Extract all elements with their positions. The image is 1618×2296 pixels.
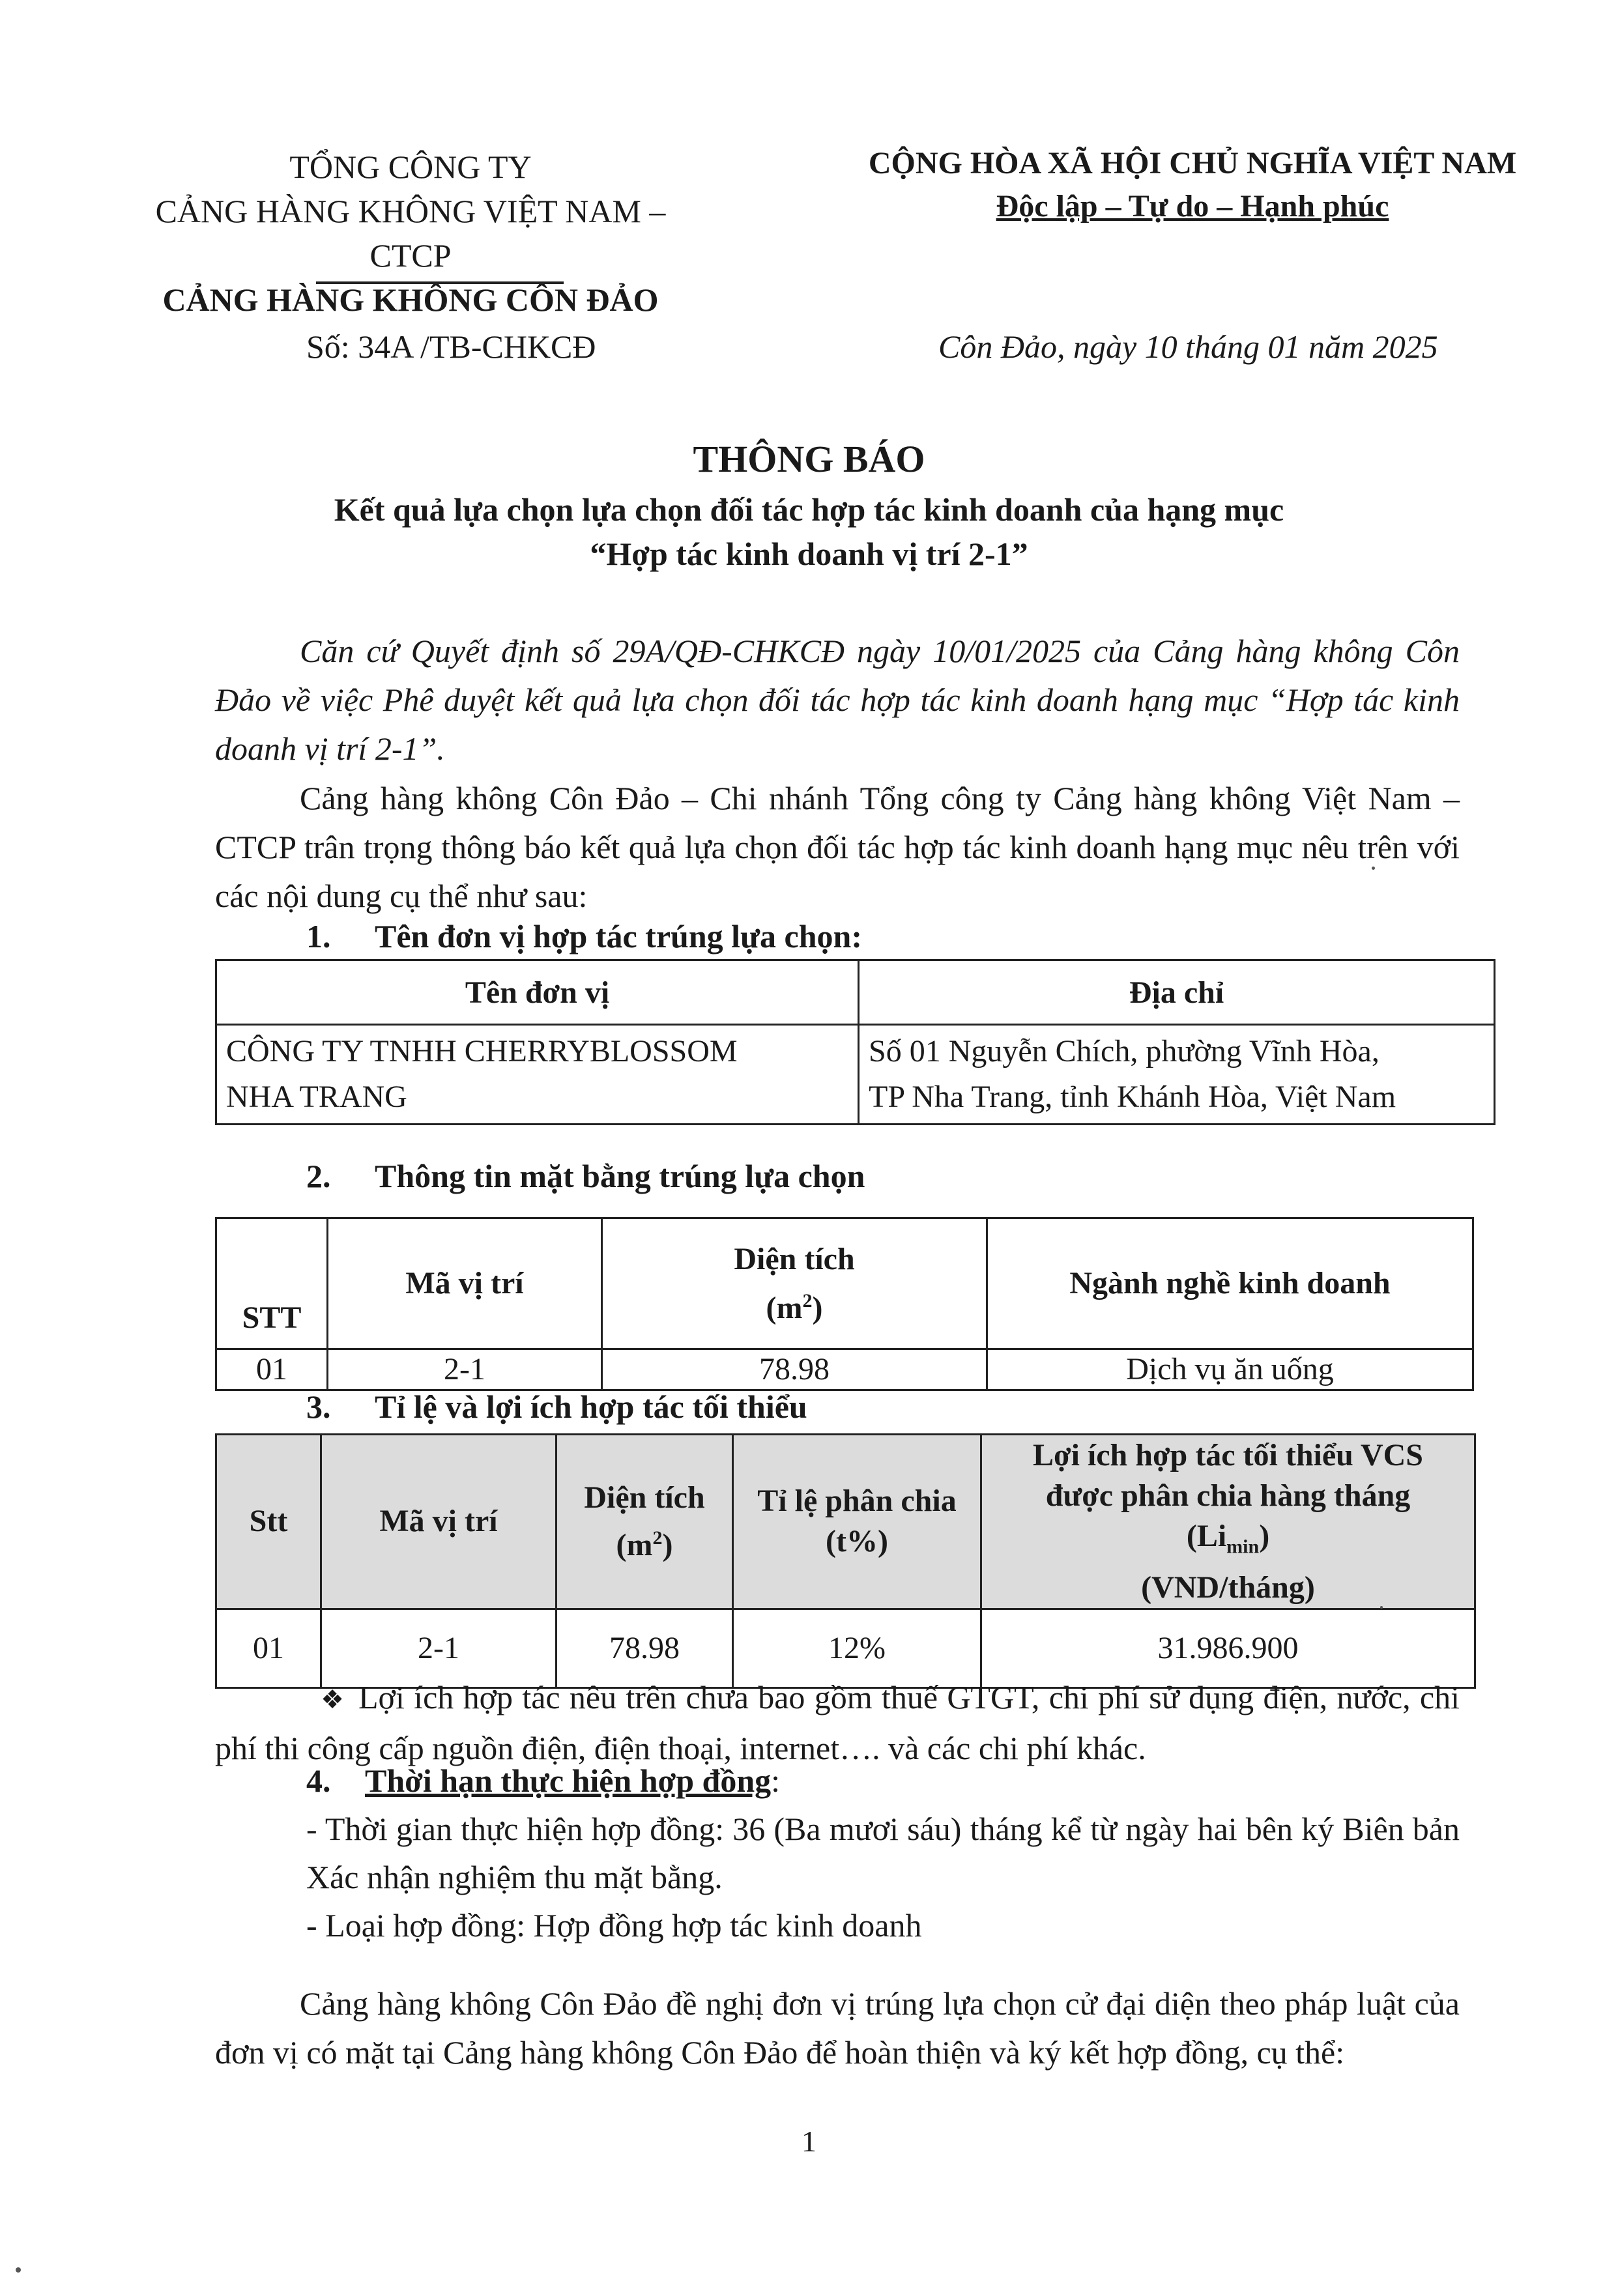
cell-area: 78.98 xyxy=(556,1609,733,1687)
section1-number: 1. xyxy=(306,918,331,954)
col-min-benefit xyxy=(981,1435,1475,1609)
address-cell xyxy=(859,1025,1495,1125)
scan-speck xyxy=(16,2267,21,2273)
winner-table xyxy=(215,959,1495,1125)
table-row xyxy=(216,1025,1495,1125)
col-benefit-line1: Lợi ích hợp tác tối thiểu VCS xyxy=(1032,1438,1423,1472)
col-ratio-unit: (t%) xyxy=(826,1524,888,1559)
address-line2: TP Nha Trang, tỉnh Khánh Hòa, Việt Nam xyxy=(869,1080,1396,1114)
address-line1: Số 01 Nguyễn Chích, phường Vĩnh Hòa, xyxy=(869,1034,1380,1069)
closing-paragraph: Cảng hàng không Côn Đảo đề nghị đơn vị trúng lựa chọn cử đại diện theo pháp luật của đơn vị có mặt tại Cảng hàng không Côn Đảo để hoàn thiện và ký kết hợp đồng, cụ thể: xyxy=(215,1985,1460,2071)
table-header-row xyxy=(216,1435,1475,1609)
title-block xyxy=(0,437,1618,576)
contract-type: - Loại hợp đồng: Hợp đồng hợp tác kinh doanh xyxy=(306,1907,922,1944)
col-area-label: Diện tích xyxy=(584,1480,705,1515)
benefit-table xyxy=(215,1433,1476,1689)
section4-title: Thời hạn thực hiện hợp đồng xyxy=(365,1762,772,1799)
unit-name-cell xyxy=(216,1025,859,1125)
col-benefit-line4: (VND/tháng) xyxy=(1141,1570,1315,1605)
unit-name-line2: NHA TRANG xyxy=(226,1080,407,1114)
col-ratio-label: Tỉ lệ phân chia xyxy=(757,1484,957,1519)
section3-number: 3. xyxy=(306,1388,331,1425)
col-share-ratio xyxy=(733,1435,981,1609)
document-subtitle-line1: Kết quả lựa chọn lựa chọn đối tác hợp tác kinh doanh của hạng mục xyxy=(334,491,1284,528)
cell-location-code: 2-1 xyxy=(321,1609,556,1687)
col-area xyxy=(602,1218,987,1349)
cell-area: 78.98 xyxy=(602,1349,987,1390)
section3-title: Tỉ lệ và lợi ích hợp tác tối thiểu xyxy=(375,1388,807,1425)
scan-speck xyxy=(1372,867,1375,870)
section4-number: 4. xyxy=(306,1762,331,1799)
section4-heading xyxy=(306,1759,780,1802)
premises-table xyxy=(215,1217,1474,1391)
page-number: 1 xyxy=(802,2125,816,2158)
cell-stt: 01 xyxy=(216,1609,321,1687)
col-benefit-line3: $(Li_{min})$ xyxy=(1186,1519,1270,1558)
section1-heading xyxy=(306,915,862,958)
col-location-code: Mã vị trí xyxy=(328,1218,602,1349)
cell-business-line: Dịch vụ ăn uống xyxy=(987,1349,1473,1390)
benefit-note xyxy=(215,1673,1460,1772)
issuer-underline xyxy=(316,281,564,284)
issuer-line2: CẢNG HÀNG KHÔNG VIỆT NAM – CTCP xyxy=(155,193,666,274)
diamond-bullet-icon: ❖ xyxy=(321,1685,344,1714)
col-location-code: Mã vị trí xyxy=(321,1435,556,1609)
document-number: Số: 34A /TB-CHKCĐ xyxy=(306,328,596,365)
col-area xyxy=(556,1435,733,1609)
issuer-line3: CẢNG HÀNG KHÔNG CÔN ĐẢO xyxy=(162,281,659,318)
section2-title: Thông tin mặt bằng trúng lựa chọn xyxy=(375,1158,865,1194)
announcement-paragraph: Cảng hàng không Côn Đảo – Chi nhánh Tổng công ty Cảng hàng không Việt Nam – CTCP trân trọng thông báo kết quả lựa chọn đối tác hợp tác kinh doanh hạng mục nêu trên với các nội dung cụ thể như sau: xyxy=(215,780,1460,914)
unit-name-line1: CÔNG TY TNHH CHERRYBLOSSOM xyxy=(226,1034,738,1069)
scan-speck xyxy=(1380,1606,1383,1609)
table-header-row xyxy=(216,1218,1473,1349)
section1-title: Tên đơn vị hợp tác trúng lựa chọn: xyxy=(375,918,862,954)
cell-min-benefit: 31.986.900 xyxy=(981,1609,1475,1687)
issuer-block xyxy=(117,145,704,322)
section2-number: 2. xyxy=(306,1158,331,1194)
col-address: Địa chỉ xyxy=(859,960,1495,1025)
cell-stt: 01 xyxy=(216,1349,328,1390)
col-unit-name: Tên đơn vị xyxy=(216,960,859,1025)
col-area-unit: $(m^2)$ xyxy=(616,1527,673,1562)
table-header-row xyxy=(216,960,1495,1025)
col-area-unit: $(m^2)$ xyxy=(766,1289,823,1325)
legal-basis-paragraph: Căn cứ Quyết định số 29A/QĐ-CHKCĐ ngày 10/01/2025 của Cảng hàng không Côn Đảo về việc Phê duyệt kết quả lựa chọn đối tác hợp tác kinh doanh hạng mục “Hợp tác kinh doanh vị trí 2-1”. xyxy=(215,633,1460,767)
issuer-line1: TỔNG CÔNG TY xyxy=(289,149,532,185)
section4-body xyxy=(306,1805,1460,1949)
document-date: Côn Đảo, ngày 10 tháng 01 năm 2025 xyxy=(938,328,1438,365)
benefit-note-text: Lợi ích hợp tác nêu trên chưa bao gồm thuế GTGT, chi phí sử dụng điện, nước, chi phí thi công cấp nguồn điện, điện thoại, internet…. và các chi phí khác. xyxy=(215,1679,1460,1766)
nation-motto: Độc lập – Tự do – Hạnh phúc xyxy=(996,189,1389,223)
col-area-label: Diện tích xyxy=(734,1241,855,1276)
table-row xyxy=(216,1349,1473,1390)
nation-name: CỘNG HÒA XÃ HỘI CHỦ NGHĨA VIỆT NAM xyxy=(868,146,1517,180)
national-motto-block xyxy=(841,142,1544,228)
cell-share-ratio: 12% xyxy=(733,1609,981,1687)
contract-duration: - Thời gian thực hiện hợp đồng: 36 (Ba mươi sáu) tháng kể từ ngày hai bên ký Biên bản Xác nhận nghiệm thu mặt bằng. xyxy=(306,1811,1460,1895)
section4-colon: : xyxy=(771,1762,781,1799)
col-business-line: Ngành nghề kinh doanh xyxy=(987,1218,1473,1349)
section2-heading xyxy=(306,1155,865,1198)
col-stt: STT xyxy=(216,1218,328,1349)
document-title: THÔNG BÁO xyxy=(693,438,925,480)
cell-location-code: 2-1 xyxy=(328,1349,602,1390)
col-stt: Stt xyxy=(216,1435,321,1609)
col-benefit-line2: được phân chia hàng tháng xyxy=(1045,1478,1411,1513)
section3-heading xyxy=(306,1385,807,1428)
document-subtitle-line2: “Hợp tác kinh doanh vị trí 2-1” xyxy=(590,536,1028,572)
